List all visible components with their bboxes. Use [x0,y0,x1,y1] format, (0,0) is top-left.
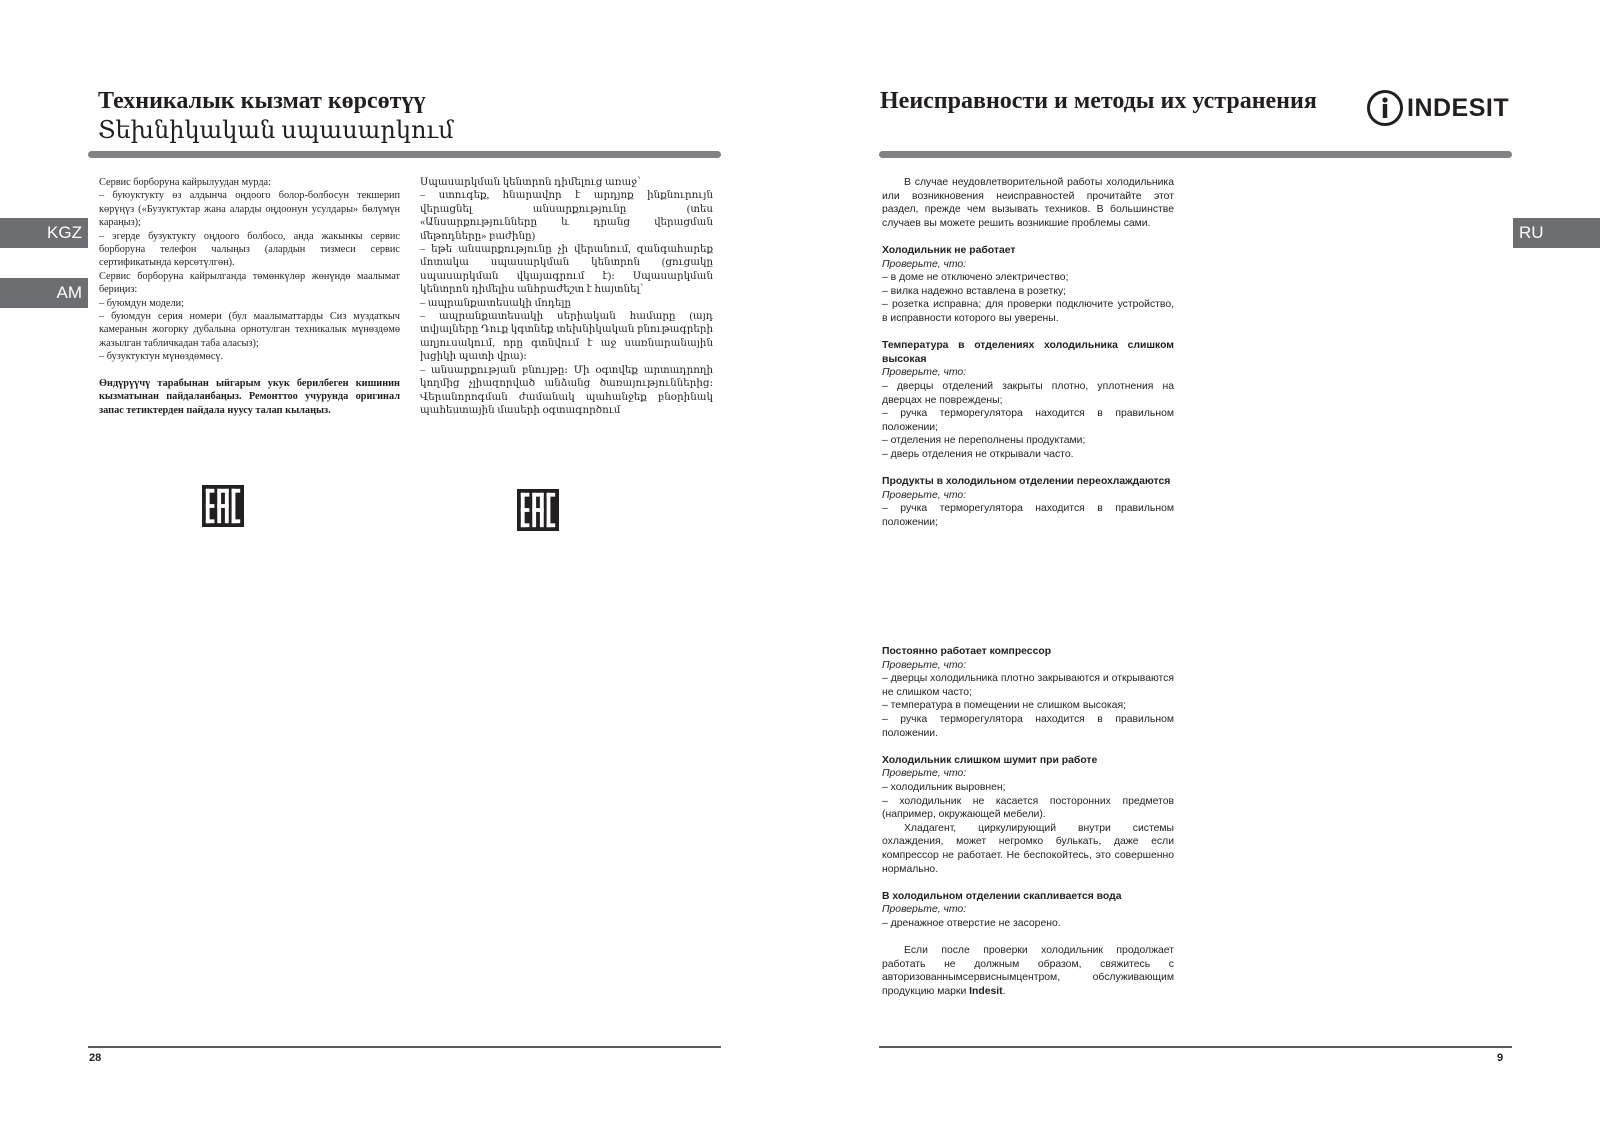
ru-section-heading: Температура в отделениях холодильника слишком высокая [882,340,1174,365]
am-paragraph: – ապրանքատեսակի սերիական համարը (այդ տվյալները Դուք կգտնեք տեխնիկական բնութագրերի աղյուսակում, որը գտնվում է աջ սառնարանային խցիկի պատի վրա)։ [420,311,713,363]
lang-tab-am [0,278,88,308]
kgz-paragraph: – буюуктукту өз алдынча оңдоого болор-болбосун текшерип көрүңүз («Бузуктуктар жана аларды оңдоонун усулдары» бөлүмүн караңыз); [99,190,400,229]
spacer [882,326,1174,340]
spacer [882,740,1174,754]
kgz-warning-note: Өндүрүүчү тарабынан ыйгарым укук берилбеген кишинин кызматынан пайдаланбаңыз. Ремонттоо учурунда оригинал запас тетиктерден пайдала нуусу талап кылаңыз. [99,378,400,416]
kgz-paragraph: Сервис борборуна кайрылуудан мурда: [99,177,271,188]
ru-item: – ручка терморегулятора находится в правильном положении; [882,503,1174,528]
header-rule-left [88,151,721,158]
ru-item: – отделения не переполнены продуктами; [882,435,1086,447]
ru-check-label: Проверьте, что: [882,489,967,501]
eac-mark-icon [202,485,244,527]
ru-item: – розетка исправна; для проверки подключите устройство, в исправности которого вы уверены. [882,299,1174,324]
footer-rule-right [879,1046,1512,1048]
page-title-ru: Неисправности и методы их устранения [880,88,1317,114]
ru-check-label: Проверьте, что: [882,659,967,671]
indesit-logo [1366,88,1509,128]
spacer [882,876,1174,890]
ru-section-heading: В холодильном отделении скапливается вода [882,890,1122,902]
ru-section-heading: Холодильник слишком шумит при работе [882,754,1098,766]
ru-check-label: Проверьте, что: [882,258,967,270]
page-subtitle-am: Տեխնիկական սպասարկում [98,118,454,144]
lang-tab-kgz-label: KGZ [47,223,82,242]
kgz-paragraph: – бузуктуктун мүнөздөмөсү. [99,351,224,363]
page-title-kgz: Техникалык кызмат көрсөтүү [98,88,426,114]
ru-item: – холодильник не касается посторонних предметов (например, окружающей мебели). [882,795,1174,821]
kgz-paragraph: – буюмдун модели; [99,297,184,309]
am-paragraph: – ապրանքատեսակի մոդելը [420,297,572,309]
ru-check-label: Проверьте, что: [882,367,967,379]
lang-tab-ru-label: RU [1519,223,1544,242]
ru-item: – вилка надежно вставлена в розетку; [882,285,1067,297]
ru-intro: В случае неудовлетворительной работы холодильника или возникновения неисправностей прочитайте этот раздел, прежде чем вызывать техников. В большинстве случаев вы можете решить возникшие проблемы сами. [882,177,1174,229]
ru-item: – дверцы холодильника плотно закрываются и открываются не слишком часто; [882,673,1174,698]
ru-item: – температура в помещении не слишком высокая; [882,700,1126,712]
header-rule-right [879,151,1512,158]
ru-text-column-top [882,176,1174,529]
ru-check-label: Проверьте, что: [882,768,967,780]
lang-tab-kgz [0,218,88,248]
ru-item: – в доме не отключено электричество; [882,272,1069,284]
spacer [882,461,1174,475]
ru-closing-text: Если после проверки холодильник продолжает работать не должным образом, свяжитесь с авторизованнымсервиснымцентром, обслуживающим продукцию марки [882,945,1174,997]
ru-item: – ручка терморегулятора находится в правильном положении. [882,713,1174,739]
ru-item: – ручка терморегулятора находится в правильном положении; [882,408,1174,433]
footer-rule-left [88,1046,721,1048]
am-paragraph: – ստուգեք, հնարավոր է արդյոք ինքնուրույն վերացնել անսարքությունը (տես «Անսարքությունները և դրանց վերացման մեթոդները» բաժինը) [420,190,713,242]
ru-item: – дренажное отверстие не засорено. [882,917,1061,929]
brand-name: INDESIT [1407,93,1510,122]
spacer [882,930,1174,944]
lang-tab-am-label: AM [56,283,82,302]
ru-closing-brand: Indesit [969,985,1003,997]
am-paragraph: – անսարքության բնույթը։ Մի օգտվեք արտադրողի կողմից չլիազորված անձանց ծառայություններից։ Վերանորոգման ժամանակ պահանջեք բնօրինակ պահեստային մասերի օգտագործում [420,364,713,416]
lang-tab-ru [1513,218,1600,248]
ru-closing [882,944,1174,998]
ru-section-heading: Холодильник не работает [882,244,1016,256]
spacer [99,364,400,377]
ru-item: – холодильник выровнен; [882,781,1006,793]
ru-section-heading: Продукты в холодильном отделении переохлаждаются [882,476,1171,488]
am-paragraph: – եթե անսարքությունը չի վերանում, զանգահարեք մոտակա սպասարկման կենտրոն (ցուցակը սպասարկման վկայագրում է)։ Սպասարկման կենտրոն դիմելիս անհրաժեշտ է հայտնել՝ [420,244,713,296]
ru-item: – дверцы отделений закрыты плотно, уплотнения на дверцах не повреждены; [882,380,1174,406]
page-number-right: 9 [1497,1052,1504,1064]
ru-check-label: Проверьте, что: [882,904,967,916]
ru-closing-end: . [1002,985,1006,997]
ru-item: – дверь отделения не открывали часто. [882,448,1074,460]
am-text-column [420,176,713,417]
ru-section-heading: Постоянно работает компрессор [882,646,1052,657]
eac-mark-icon [517,489,559,531]
spacer [882,230,1174,244]
page-number-left: 28 [89,1052,102,1064]
kgz-paragraph: – эгерде бузуктукту оңдоого болбосо, анда жакынкы сервис борборуна телефон чалыңыз (алардын тизмеси сервис сертификатында көрсөтүлгөн). [99,230,400,269]
indesit-logo-icon [1366,89,1404,127]
ru-text-column-bottom [882,645,1174,998]
am-paragraph: Սպասարկման կենտրոն դիմելուց առաջ՝ [420,177,641,188]
kgz-paragraph: – буюмдун серия номери (бул маалыматтарды Сиз муздаткыч камеранын жогорку дубалына орнотулган техникалык мүнөздөмө жазылган табличкадан таба аласыз); [99,311,400,349]
kgz-paragraph: Сервис борборуна кайрылганда төмөнкүлөр жөнүндө маалымат бериңиз: [99,270,400,296]
kgz-text-column [99,176,400,417]
ru-note: Хладагент, циркулирующий внутри системы охлаждения, может негромко булькать, даже если компрессор не работает. Не беспокойтесь, это совершенно нормально. [882,822,1174,875]
